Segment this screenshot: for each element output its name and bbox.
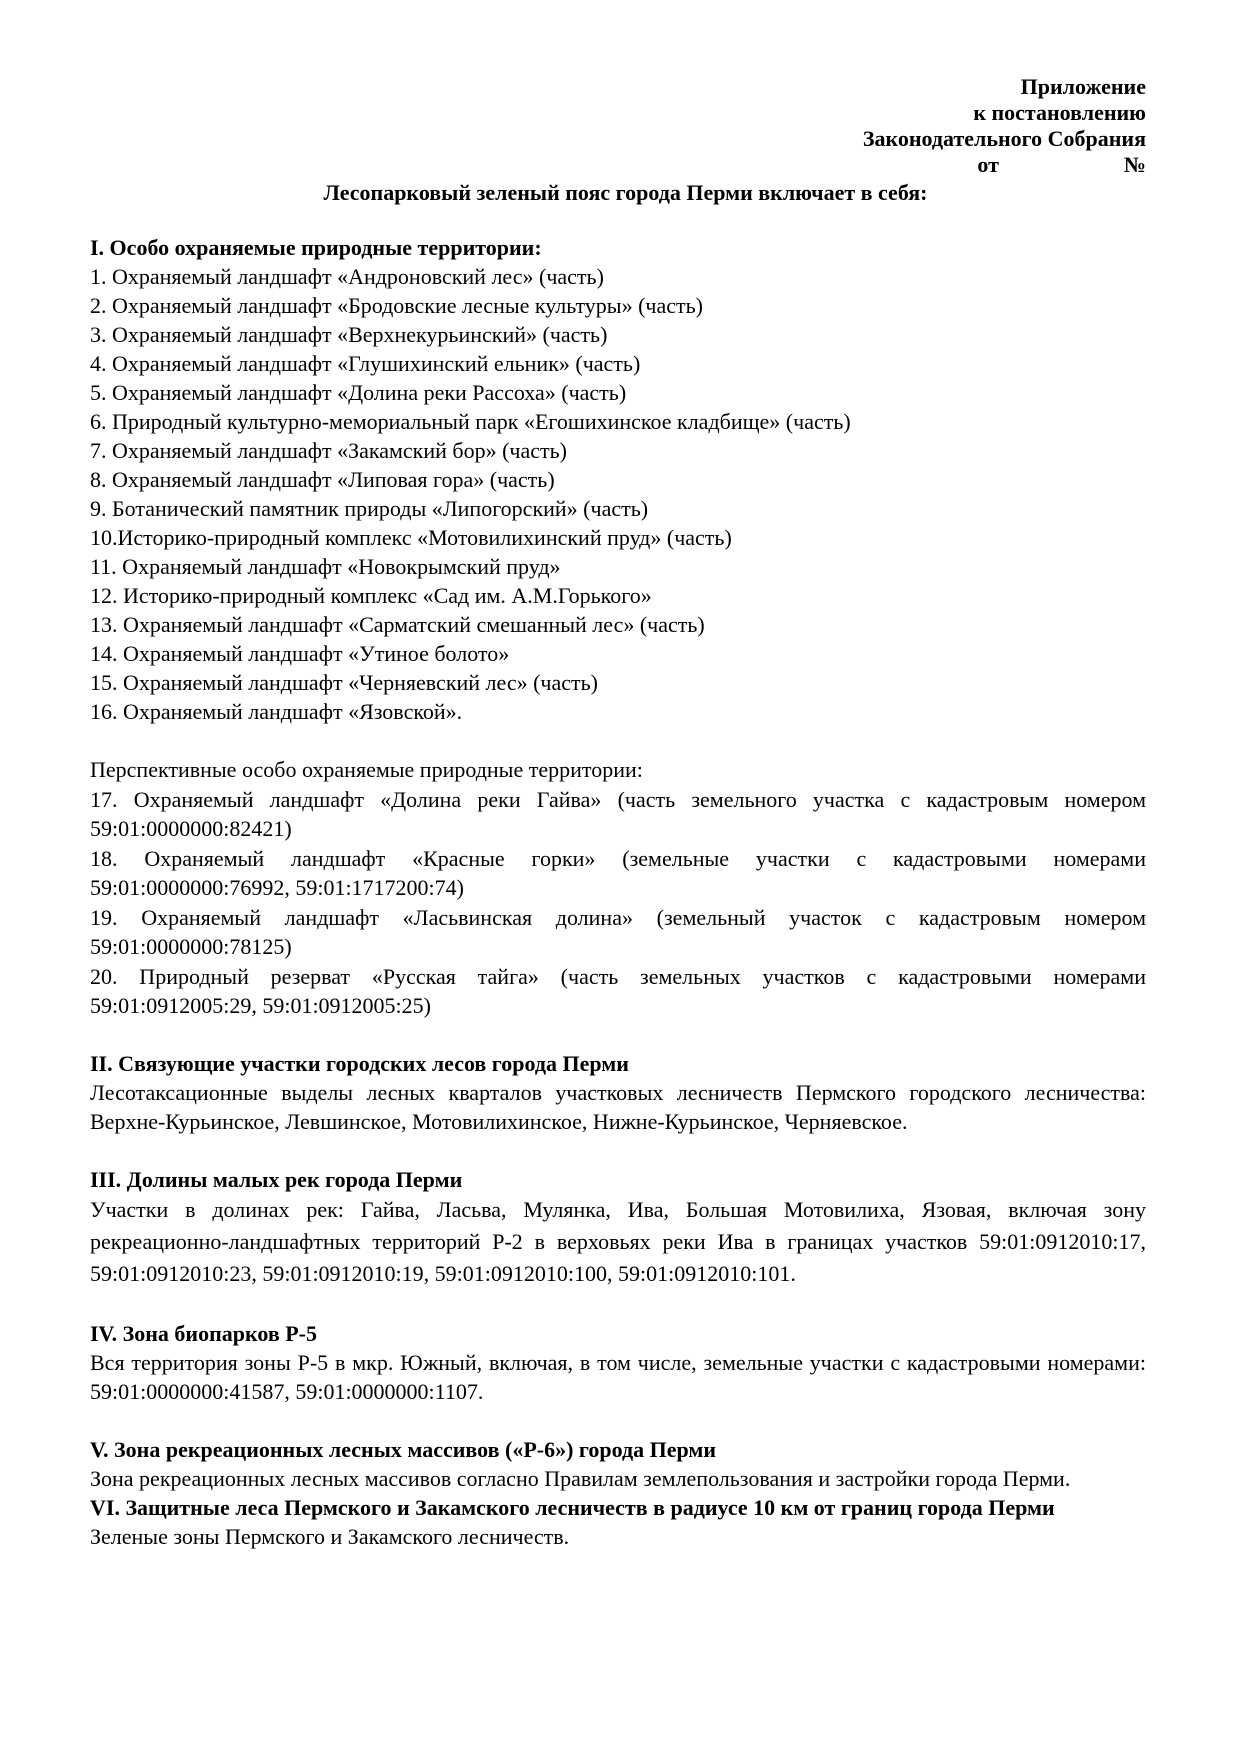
list-item: 9. Ботанический памятник природы «Липогорский» (часть) [90,496,649,521]
list-item: 17. Охраняемый ландшафт «Долина реки Гайва» (часть земельного участка с кадастровым номером 59:01:0000000:82421) [90,787,1146,841]
section-6-text: Зеленые зоны Пермского и Закамского лесничеств. [90,1524,570,1549]
section-1 [90,233,1146,1020]
header-line-2: к постановлению [973,100,1146,125]
list-item: 3. Охраняемый ландшафт «Верхнекурьинский» (часть) [90,322,608,347]
list-item: 11. Охраняемый ландшафт «Новокрымский пруд» [90,554,561,579]
list-item: 10.Историко-природный комплекс «Мотовилихинский пруд» (часть) [90,525,732,550]
list-item: 15. Охраняемый ландшафт «Черняевский лес» (часть) [90,670,598,695]
date-label: от [977,152,999,177]
list-item: 20. Природный резерват «Русская тайга» (часть земельных участков с кадастровыми номерами 59:01:0912005:29, 59:01:0912005:25) [90,964,1146,1018]
section-5 [90,1435,1146,1493]
list-item: 7. Охраняемый ландшафт «Закамский бор» (часть) [90,438,567,463]
header-line-3: Законодательного Собрания [862,126,1146,151]
section-6-title: VI. Защитные леса Пермского и Закамского лесничеств в радиусе 10 км от границ города Перми [90,1495,1055,1520]
list-item: 19. Охраняемый ландшафт «Ласьвинская долина» (земельный участок с кадастровым номером 59:01:0000000:78125) [90,905,1146,959]
list-item: 6. Природный культурно-мемориальный парк «Егошихинское кладбище» (часть) [90,409,851,434]
list-item: 12. Историко-природный комплекс «Сад им. А.М.Горького» [90,583,652,608]
header-line-1: Приложение [1020,74,1146,99]
section-2 [90,1049,1146,1136]
section-1-list [90,262,1146,726]
perspective-heading: Перспективные особо охраняемые природные территории: [90,757,643,782]
section-1-title: I. Особо охраняемые природные территории: [90,235,542,260]
list-item: 5. Охраняемый ландшафт «Долина реки Рассоха» (часть) [90,380,627,405]
section-4-text: Вся территория зоны Р-5 в мкр. Южный, включая, в том числе, земельные участки с кадастровыми номерами: 59:01:0000000:41587, 59:01:0000000:1107. [90,1350,1146,1404]
section-2-title: II. Связующие участки городских лесов города Перми [90,1051,629,1076]
section-5-title: V. Зона рекреационных лесных массивов («Р-6») города Перми [90,1437,717,1462]
section-6 [90,1493,1146,1551]
section-4 [90,1319,1146,1406]
list-item: 18. Охраняемый ландшафт «Красные горки» (земельные участки с кадастровыми номерами 59:01:0000000:76992, 59:01:1717200:74) [90,846,1146,900]
appendix-header [90,74,1146,178]
list-item: 1. Охраняемый ландшафт «Андроновский лес» (часть) [90,264,604,289]
list-item: 14. Охраняемый ландшафт «Утиное болото» [90,641,510,666]
header-date-line [90,152,1146,178]
number-label: № [1123,152,1146,177]
section-3 [90,1165,1146,1290]
section-2-text: Лесотаксационные выделы лесных кварталов участковых лесничеств Пермского городского лесничества: Верхне-Курьинское, Левшинское, Мотовилихинское, Нижне-Курьинское, Черняевское. [90,1080,1146,1134]
section-5-text: Зона рекреационных лесных массивов согласно Правилам землепользования и застройки города Перми. [90,1466,1071,1491]
document-title: Лесопарковый зеленый пояс города Перми включает в себя: [323,180,928,205]
list-item: 2. Охраняемый ландшафт «Бродовские лесные культуры» (часть) [90,293,703,318]
perspective-list [90,785,1146,1020]
list-item: 8. Охраняемый ландшафт «Липовая гора» (часть) [90,467,555,492]
section-3-text: Участки в долинах рек: Гайва, Ласьва, Мулянка, Ива, Большая Мотовилиха, Язовая, включая зону рекреационно-ландшафтных территорий Р-2 в верховьях реки Ива в границах участков 59:01:0912010:17, 59:01:0912010:23, 59:01:0912010:19, 59:01:0912010:100, 59:01:0912010:101. [90,1197,1146,1286]
section-3-title: III. Долины малых рек города Перми [90,1167,463,1192]
list-item: 4. Охраняемый ландшафт «Глушихинский ельник» (часть) [90,351,641,376]
section-4-title: IV. Зона биопарков Р-5 [90,1321,317,1346]
list-item: 16. Охраняемый ландшафт «Язовской». [90,699,463,724]
list-item: 13. Охраняемый ландшафт «Сарматский смешанный лес» (часть) [90,612,705,637]
